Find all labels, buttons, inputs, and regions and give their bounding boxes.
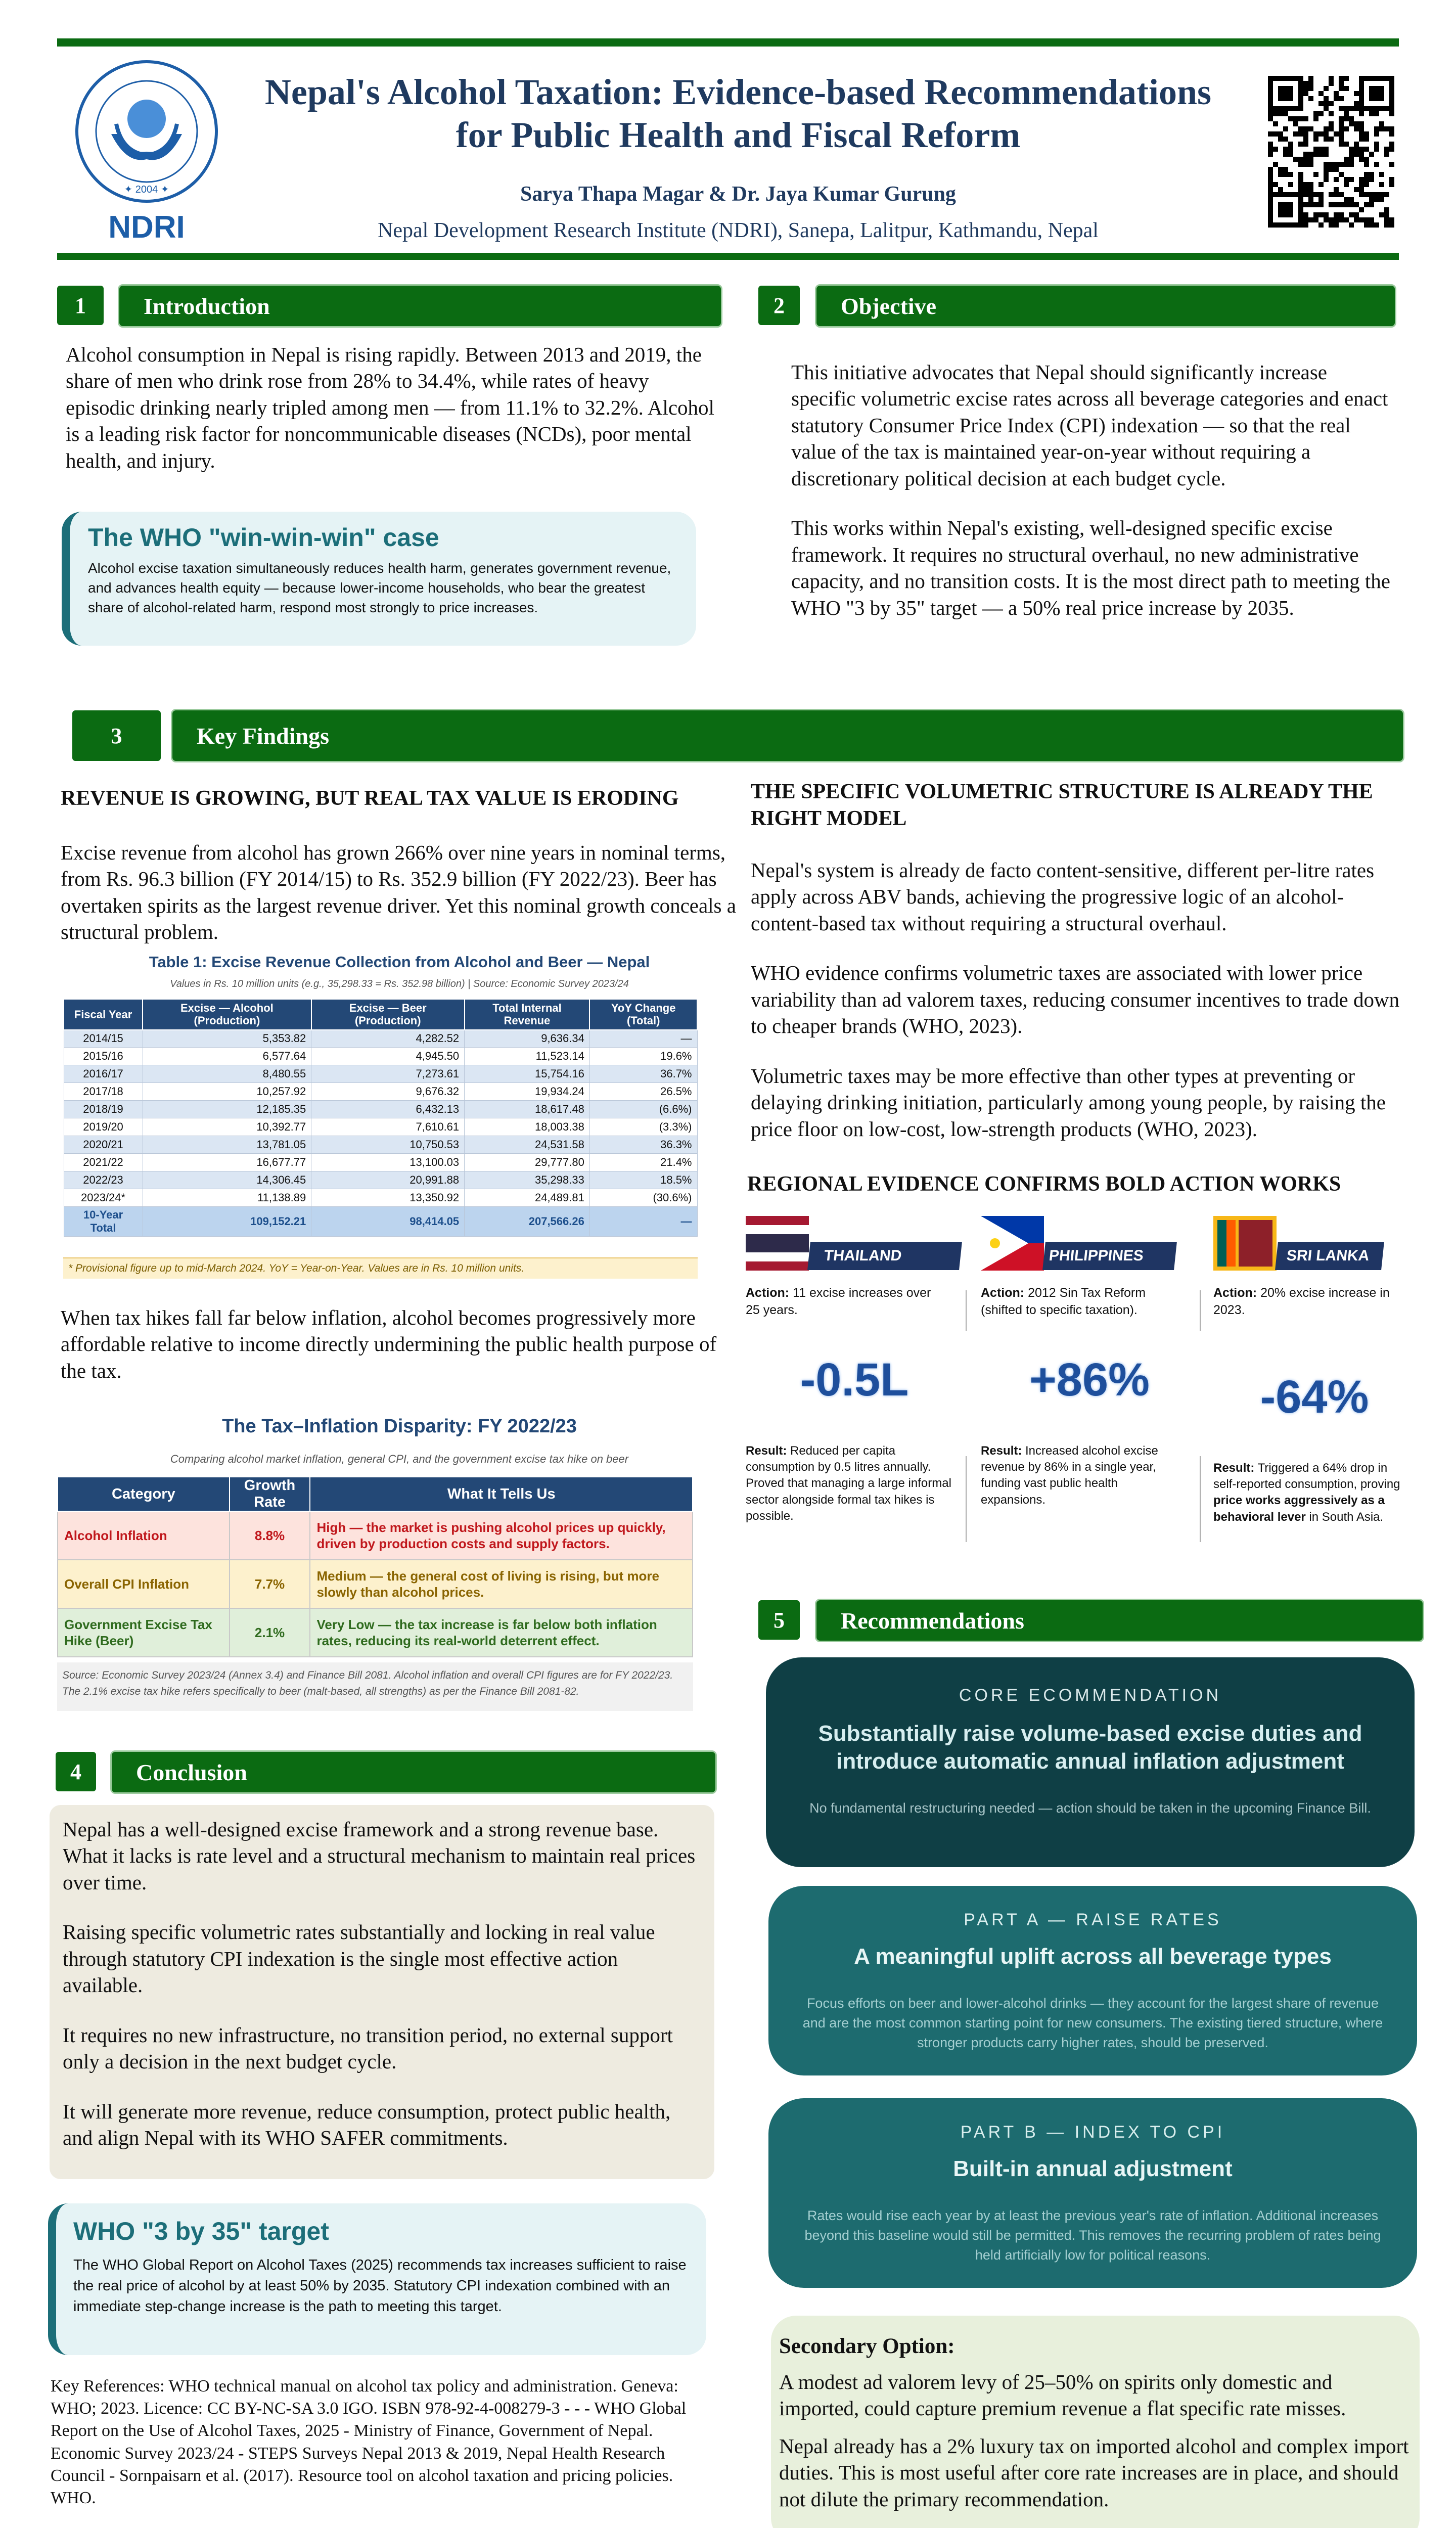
table-cell: 11,523.14 — [465, 1048, 590, 1065]
objective-text — [791, 359, 1393, 621]
table-cell: 6,577.64 — [143, 1048, 311, 1065]
secondary-title: Secondary Option: — [779, 2334, 955, 2358]
table-cell: — — [589, 1030, 697, 1048]
revenue-table — [63, 999, 698, 1237]
table-row — [58, 1560, 693, 1608]
qr-code[interactable] — [1268, 76, 1394, 228]
table2-header-1: Growth Rate — [230, 1477, 310, 1511]
table-cell: 207,566.26 — [465, 1207, 590, 1237]
table-cell: 10,750.53 — [311, 1136, 465, 1154]
table-cell: — — [589, 1207, 697, 1237]
table-cell: 7,273.61 — [311, 1065, 465, 1083]
sri-lanka-action: Action: 20% excise increase in 2023. — [1213, 1286, 1390, 1317]
table-cell: 18,003.38 — [465, 1118, 590, 1136]
table-total-row — [64, 1207, 697, 1237]
divider-2 — [966, 1456, 967, 1542]
thailand-result: Result: Reduced per capita consumption by 0.5 litres annually. Proved that managing a large informal sector alongside formal tax hikes is possible. — [746, 1443, 951, 1523]
table-cell: Overall CPI Inflation — [58, 1560, 230, 1608]
table-cell: 8,480.55 — [143, 1065, 311, 1083]
table-row — [64, 1136, 697, 1154]
table-cell: 15,754.16 — [465, 1065, 590, 1083]
conclusion-p4: It will generate more revenue, reduce consumption, protect public health, and align Nepal with its WHO SAFER commitments. — [63, 2099, 671, 2150]
philippines-result: Result: Increased alcohol excise revenue by 86% in a single year, funding vast public health expansions. — [981, 1443, 1158, 1507]
table-cell: (3.3%) — [589, 1118, 697, 1136]
table-cell: 20,991.88 — [311, 1171, 465, 1189]
table-row — [64, 1118, 697, 1136]
table-cell: 24,489.81 — [465, 1189, 590, 1207]
top-rule — [57, 38, 1399, 47]
divider-4 — [1200, 1456, 1201, 1542]
volumetric-heading: THE SPECIFIC VOLUMETRIC STRUCTURE IS ALREADY THE RIGHT MODEL — [751, 780, 1373, 830]
core-title: Substantially raise volume-based excise duties and introduce automatic annual inflation adjustment — [818, 1721, 1362, 1774]
poster-title — [238, 71, 1239, 157]
table-cell: 14,306.45 — [143, 1171, 311, 1189]
table-cell: 11,138.89 — [143, 1189, 311, 1207]
qr-code-icon — [1268, 76, 1394, 228]
affordability-text: When tax hikes fall far below inflation, alcohol becomes progressively more affordable relative to income directly undermining the public health purpose of the tax. — [61, 1306, 717, 1382]
stat-philippines: +86% — [1029, 1353, 1150, 1406]
win-win-title: The WHO "win-win-win" case — [88, 523, 439, 552]
table-cell: 19.6% — [589, 1048, 697, 1065]
conclusion-box — [50, 1805, 714, 2179]
country-thailand — [746, 1216, 963, 1550]
table-cell: 10,257.92 — [143, 1083, 311, 1101]
table-row — [64, 1030, 697, 1048]
win-win-box — [62, 512, 696, 646]
title-line-2: for Public Health and Fiscal Reform — [456, 114, 1021, 155]
key-references: Key References: WHO technical manual on alcohol tax policy and administration. Geneva: WHO; 2023. Licence: CC BY-NC-SA 3.0 IGO. ISBN 978-92-4-008279-3 - - - WHO Global Report on the Use of Alcohol Taxes, 2025 - Ministry of Finance, Government of Nepal. Economic Survey 2023/24 - STEPS Surveys Nepal 2013 & 2019, Nepal Health Research Council - Sornpaisarn et al. (2017). Resource tool on alcohol taxation and pricing policies. WHO. — [51, 2377, 687, 2507]
table-cell: High — the market is pushing alcohol prices up quickly, driven by production costs and supply factors. — [310, 1511, 693, 1560]
revenue-heading: REVENUE IS GROWING, BUT REAL TAX VALUE IS ERODING — [61, 787, 679, 810]
section-number-2: 2 — [758, 286, 800, 325]
secondary-option-box — [771, 2316, 1420, 2528]
divider-1 — [966, 1290, 967, 1331]
objective-p2: This works within Nepal's existing, well-designed specific excise framework. It requires no structural overhaul, no new administrative capacity, and no transition costs. It is the most direct path to meeting the WHO "3 by 35" target — a 50% real price increase by 2035. — [791, 516, 1390, 619]
logo-text: NDRI — [108, 210, 185, 245]
three-by-35-text: The WHO Global Report on Alcohol Taxes (2025) recommends tax increases sufficient to raise the real price of alcohol by at least 50% by 2035. Statutory CPI indexation combined with an immediate step-change increase is the path to meeting this target. — [73, 2257, 687, 2315]
table-cell: (30.6%) — [589, 1189, 697, 1207]
stat-thailand: -0.5L — [800, 1353, 909, 1406]
table-cell: 7.7% — [230, 1560, 310, 1608]
intro-text: Alcohol consumption in Nepal is rising rapidly. Between 2013 and 2019, the share of men who drink rose from 28% to 34.4%, while rates of heavy episodic drinking nearly tripled among men — from 11.1% to 32.2%. Alcohol is a leading risk factor for noncommunicable diseases (NCDs), poor mental health, and injury. — [66, 343, 714, 472]
regional-heading: REGIONAL EVIDENCE CONFIRMS BOLD ACTION WORKS — [747, 1172, 1341, 1196]
header-rule — [57, 253, 1399, 260]
table-cell: 36.7% — [589, 1065, 697, 1083]
table-cell: Alcohol Inflation — [58, 1511, 230, 1560]
table-row — [64, 1154, 697, 1171]
affiliation: Nepal Development Research Institute (NDRI), Sanepa, Lalitpur, Kathmandu, Nepal — [378, 219, 1099, 242]
table-cell: (6.6%) — [589, 1101, 697, 1118]
table-cell: Government Excise Tax Hike (Beer) — [58, 1608, 230, 1657]
table-cell: 18,617.48 — [465, 1101, 590, 1118]
table-cell: 2019/20 — [64, 1118, 143, 1136]
country-sri-lanka — [1213, 1216, 1416, 1550]
table-cell: 98,414.05 — [311, 1207, 465, 1237]
country-name-philippines: PHILIPPINES — [1042, 1242, 1177, 1270]
svg-text:✦ 2004 ✦: ✦ 2004 ✦ — [124, 184, 169, 195]
table-row — [58, 1608, 693, 1657]
part-b-card — [768, 2098, 1417, 2288]
ndri-seal-icon — [71, 58, 222, 205]
part-b-label: PART B — INDEX TO CPI — [960, 2123, 1225, 2142]
revenue-text: Excise revenue from alcohol has grown 266% over nine years in nominal terms, from Rs. 96.3 billion (FY 2014/15) to Rs. 352.9 billion (FY 2022/23). Beer has overtaken spirits as the largest revenue driver. Yet this nominal growth conceals a structural problem. — [61, 841, 736, 944]
volumetric-p2: WHO evidence confirms volumetric taxes are associated with lower price variability than ad valorem taxes, reducing consumer incentives to trade down to cheaper brands (WHO, 2023). — [751, 961, 1400, 1038]
table1-header-1: Excise — Alcohol (Production) — [143, 999, 311, 1030]
table1-note: * Provisional figure up to mid-March 2024. YoY = Year-on-Year. Values are in Rs. 10 million units. — [63, 1257, 698, 1279]
part-b-text: Rates would rise each year by at least the previous year's rate of inflation. Additional increases beyond this baseline would still be permitted. This removes the recurring problem of rates being held artificially low for political reasons. — [804, 2208, 1381, 2263]
table-cell: 2017/18 — [64, 1083, 143, 1101]
section-title-recommendations: Recommendations — [815, 1599, 1424, 1642]
part-a-card — [768, 1886, 1417, 2075]
philippines-flag-icon — [981, 1216, 1044, 1271]
title-line-1: Nepal's Alcohol Taxation: Evidence-based Recommendations — [264, 72, 1212, 112]
volumetric-text — [751, 857, 1403, 1142]
divider-3 — [1200, 1290, 1201, 1331]
sri-lanka-result: Result: Triggered a 64% drop in self-reported consumption, proving price works aggressively as a behavioral lever in South Asia. — [1213, 1461, 1400, 1524]
country-name-thailand: THAILAND — [807, 1242, 962, 1270]
stat-sri-lanka: -64% — [1260, 1371, 1369, 1423]
core-label: CORE ECOMMENDATION — [959, 1686, 1222, 1705]
table2-title: The Tax–Inflation Disparity: FY 2022/23 — [222, 1416, 577, 1437]
table-cell: 5,353.82 — [143, 1030, 311, 1048]
three-by-35-title: WHO "3 by 35" target — [73, 2217, 329, 2245]
table-cell: 29,777.80 — [465, 1154, 590, 1171]
table-cell: 2015/16 — [64, 1048, 143, 1065]
table1-title: Table 1: Excise Revenue Collection from Alcohol and Beer — Nepal — [149, 953, 650, 971]
secondary-p1: A modest ad valorem levy of 25–50% on spirits only domestic and imported, could capture premium revenue a flat specific rate misses. — [779, 2370, 1346, 2420]
table-row — [64, 1101, 697, 1118]
section-title-conclusion: Conclusion — [110, 1750, 717, 1794]
table-row — [64, 1083, 697, 1101]
section-title-introduction: Introduction — [118, 284, 722, 328]
table-cell: 24,531.58 — [465, 1136, 590, 1154]
table-cell: 26.5% — [589, 1083, 697, 1101]
table-cell: 4,945.50 — [311, 1048, 465, 1065]
table-cell: 21.4% — [589, 1154, 697, 1171]
table-cell: 2018/19 — [64, 1101, 143, 1118]
table-cell: 8.8% — [230, 1511, 310, 1560]
thailand-flag-icon — [746, 1216, 809, 1271]
part-a-title: A meaningful uplift across all beverage types — [854, 1944, 1332, 1969]
table-cell: 2021/22 — [64, 1154, 143, 1171]
part-a-text: Focus efforts on beer and lower-alcohol drinks — they account for the largest share of revenue and are the most common starting point for new consumers. The existing tiered structure, where stronger products carry higher rates, should be preserved. — [802, 1996, 1383, 2051]
table-cell: 109,152.21 — [143, 1207, 311, 1237]
section-title-key-findings: Key Findings — [171, 709, 1404, 762]
section-number-4: 4 — [56, 1752, 96, 1791]
table1-header-4: YoY Change (Total) — [589, 999, 697, 1030]
table-cell: 4,282.52 — [311, 1030, 465, 1048]
conclusion-p3: It requires no new infrastructure, no transition period, no external support only a decision in the next budget cycle. — [63, 2023, 673, 2073]
table-cell: 2023/24* — [64, 1189, 143, 1207]
thailand-action: Action: 11 excise increases over 25 years. — [746, 1286, 931, 1317]
table-cell: 16,677.77 — [143, 1154, 311, 1171]
table2-subtitle: Comparing alcohol market inflation, general CPI, and the government excise tax hike on beer — [170, 1453, 629, 1465]
table-row — [64, 1171, 697, 1189]
table-cell: Medium — the general cost of living is rising, but more slowly than alcohol prices. — [310, 1560, 693, 1608]
objective-p1: This initiative advocates that Nepal should significantly increase specific volumetric excise rates across all beverage categories and enact statutory Consumer Price Index (CPI) indexation — so that the real value of the tax is maintained year-on-year without requiring a discretionary political decision at each budget cycle. — [791, 360, 1388, 490]
table-cell: 2014/15 — [64, 1030, 143, 1048]
table-cell: 2022/23 — [64, 1171, 143, 1189]
table1-subtitle: Values in Rs. 10 million units (e.g., 35,298.33 = Rs. 352.98 billion) | Source: Economic Survey 2023/24 — [170, 978, 629, 989]
three-by-35-box — [48, 2203, 706, 2355]
table-cell: 10,392.77 — [143, 1118, 311, 1136]
table-row — [64, 1048, 697, 1065]
part-b-title: Built-in annual adjustment — [953, 2156, 1233, 2181]
table-cell: 9,676.32 — [311, 1083, 465, 1101]
table-row — [58, 1511, 693, 1560]
table-cell: 36.3% — [589, 1136, 697, 1154]
table-cell: 2.1% — [230, 1608, 310, 1657]
table-row — [64, 1189, 697, 1207]
table-cell: 13,781.05 — [143, 1136, 311, 1154]
table-cell: 6,432.13 — [311, 1101, 465, 1118]
inflation-table — [57, 1476, 693, 1657]
core-recommendation-card — [766, 1657, 1415, 1867]
philippines-action: Action: 2012 Sin Tax Reform (shifted to specific taxation). — [981, 1286, 1146, 1317]
table1-header-0: Fiscal Year — [64, 999, 143, 1030]
table-cell: 2020/21 — [64, 1136, 143, 1154]
table1-header-3: Total Internal Revenue — [465, 999, 590, 1030]
sri-lanka-flag-icon — [1213, 1216, 1277, 1271]
table2-header-2: What It Tells Us — [310, 1477, 693, 1511]
section-number-1: 1 — [57, 286, 104, 325]
table-cell: 9,636.34 — [465, 1030, 590, 1048]
table-cell: 12,185.35 — [143, 1101, 311, 1118]
authors: Sarya Thapa Magar & Dr. Jaya Kumar Gurung — [520, 183, 956, 206]
table1-header-2: Excise — Beer (Production) — [311, 999, 465, 1030]
secondary-p2: Nepal already has a 2% luxury tax on imported alcohol and complex import duties. This is most useful after core rate increases are in place, and should not dilute the primary recommendation. — [779, 2434, 1409, 2511]
table-cell: 10-Year Total — [64, 1207, 143, 1237]
part-a-label: PART A — RAISE RATES — [964, 1910, 1222, 1929]
volumetric-p3: Volumetric taxes may be more effective than other types at preventing or delaying drinking initiation, particularly among young people, by raising the price floor on low-cost, low-strength products (WHO, 2023). — [751, 1064, 1386, 1141]
table-cell: 13,350.92 — [311, 1189, 465, 1207]
country-name-sri-lanka: SRI LANKA — [1275, 1242, 1384, 1270]
win-win-text: Alcohol excise taxation simultaneously reduces health harm, generates government revenue, and advances health equity — because lower-income households, who bear the greatest share of alcohol-related harm, respond most strongly to price increases. — [88, 560, 671, 616]
table-row — [64, 1065, 697, 1083]
ndri-logo — [71, 58, 222, 245]
table-cell: 35,298.33 — [465, 1171, 590, 1189]
section-number-3: 3 — [72, 710, 161, 761]
core-text: No fundamental restructuring needed — action should be taken in the upcoming Finance Bill. — [809, 1800, 1371, 1816]
conclusion-p1: Nepal has a well-designed excise framework and a strong revenue base. What it lacks is rate level and a structural mechanism to maintain real prices over time. — [63, 1818, 696, 1894]
table2-source: Source: Economic Survey 2023/24 (Annex 3.4) and Finance Bill 2081. Alcohol inflation and overall CPI figures are for FY 2022/23. The 2.1% excise tax hike refers specifically to beer (malt-based, all strengths) as per the Finance Bill 2081-82. — [57, 1662, 693, 1711]
table2-header-0: Category — [58, 1477, 230, 1511]
table-cell: 18.5% — [589, 1171, 697, 1189]
country-philippines — [981, 1216, 1198, 1550]
table-cell: 19,934.24 — [465, 1083, 590, 1101]
table-cell: Very Low — the tax increase is far below both inflation rates, reducing its real-world deterrent effect. — [310, 1608, 693, 1657]
table-cell: 7,610.61 — [311, 1118, 465, 1136]
volumetric-p1: Nepal's system is already de facto content-sensitive, different per-litre rates apply across ABV bands, achieving the progressive logic of an alcohol-content-based tax without requiring a structural overhaul. — [751, 859, 1375, 935]
section-number-5: 5 — [758, 1600, 800, 1640]
table-cell: 13,100.03 — [311, 1154, 465, 1171]
conclusion-p2: Raising specific volumetric rates substantially and locking in real value through statutory CPI indexation is the single most effective action available. — [63, 1920, 655, 1997]
table-cell: 2016/17 — [64, 1065, 143, 1083]
section-title-objective: Objective — [815, 284, 1396, 328]
